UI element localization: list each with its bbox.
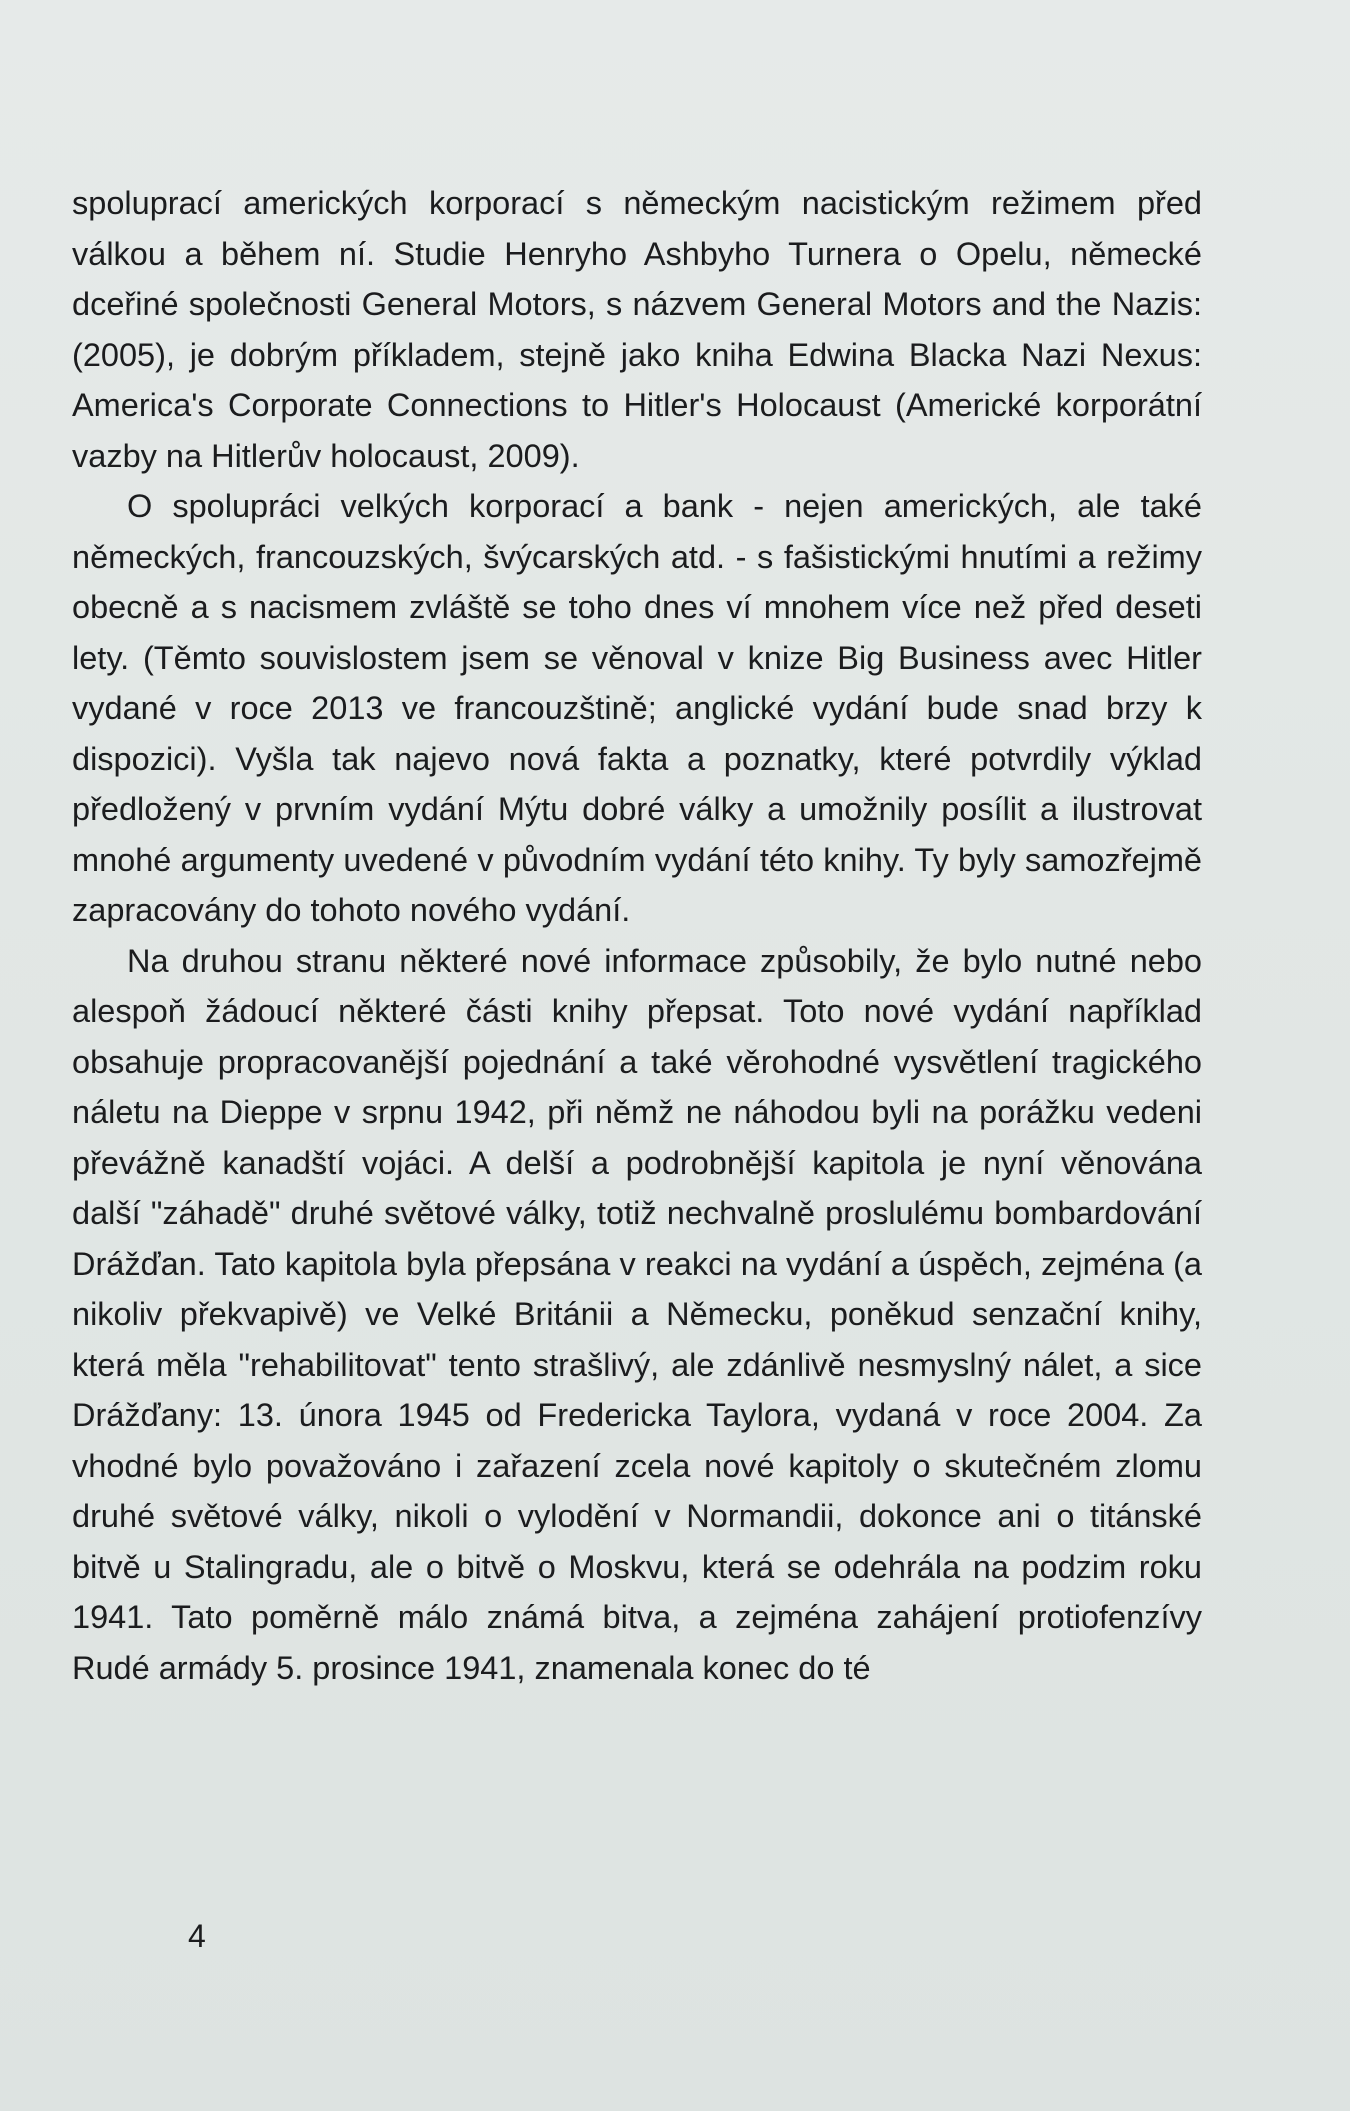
- body-text: [72, 178, 1202, 1693]
- paragraph-2: O spolupráci velkých korporací a bank - nejen amerických, ale také německých, francouzských, švýcarských atd. - s fašistickými hnutími a režimy obecně a s nacismem zvláště se toho dnes ví mnohem více než před deseti lety. (Těmto souvislostem jsem se věnoval v knize Big Business avec Hitler vydané v roce 2013 ve francouzštině; anglické vydání bude snad brzy k dispozici). Vyšla tak najevo nová fakta a poznatky, které potvrdily výklad předložený v prvním vydání Mýtu dobré války a umožnily posílit a ilustrovat mnohé argumenty uvedené v původním vydání této knihy. Ty byly samozřejmě zapracovány do tohoto nového vydání.: [72, 488, 1202, 928]
- paragraph-3: Na druhou stranu některé nové informace způsobily, že bylo nutné nebo alespoň žádoucí některé části knihy přepsat. Toto nové vydání například obsahuje propracovanější pojednání a také věrohodné vysvětlení tragického náletu na Dieppe v srpnu 1942, při němž ne náhodou byli na porážku vedeni převážně kanadští vojáci. A delší a podrobnější kapitola je nyní věnována další "záhadě" druhé světové války, totiž nechvalně proslulému bombardování Drážďan. Tato kapitola byla přepsána v reakci na vydání a úspěch, zejména (a nikoliv překvapivě) ve Velké Británii a Německu, poněkud senzační knihy, která měla "rehabilitovat" tento strašlivý, ale zdánlivě nesmyslný nálet, a sice Drážďany: 13. února 1945 od Fredericka Taylora, vydaná v roce 2004. Za vhodné bylo považováno i zařazení zcela nové kapitoly o skutečném zlomu druhé světové války, nikoli o vylodění v Normandii, dokonce ani o titánské bitvě u Stalingradu, ale o bitvě o Moskvu, která se odehrála na podzim roku 1941. Tato poměrně málo známá bitva, a zejména zahájení protiofenzívy Rudé armády 5. prosince 1941, znamenala konec do té: [72, 942, 1202, 1686]
- page-number: 4: [188, 1918, 206, 1954]
- paragraph-1: spoluprací amerických korporací s německým nacistickým režimem před válkou a během ní. Studie Henryho Ashbyho Turnera o Opelu, německé dceřiné společnosti General Motors, s názvem General Motors and the Nazis: (2005), je dobrým příkladem, stejně jako kniha Edwina Blacka Nazi Nexus: America's Corporate Connections to Hitler's Holocaust (Americké korporátní vazby na Hitlerův holocaust, 2009).: [72, 185, 1202, 474]
